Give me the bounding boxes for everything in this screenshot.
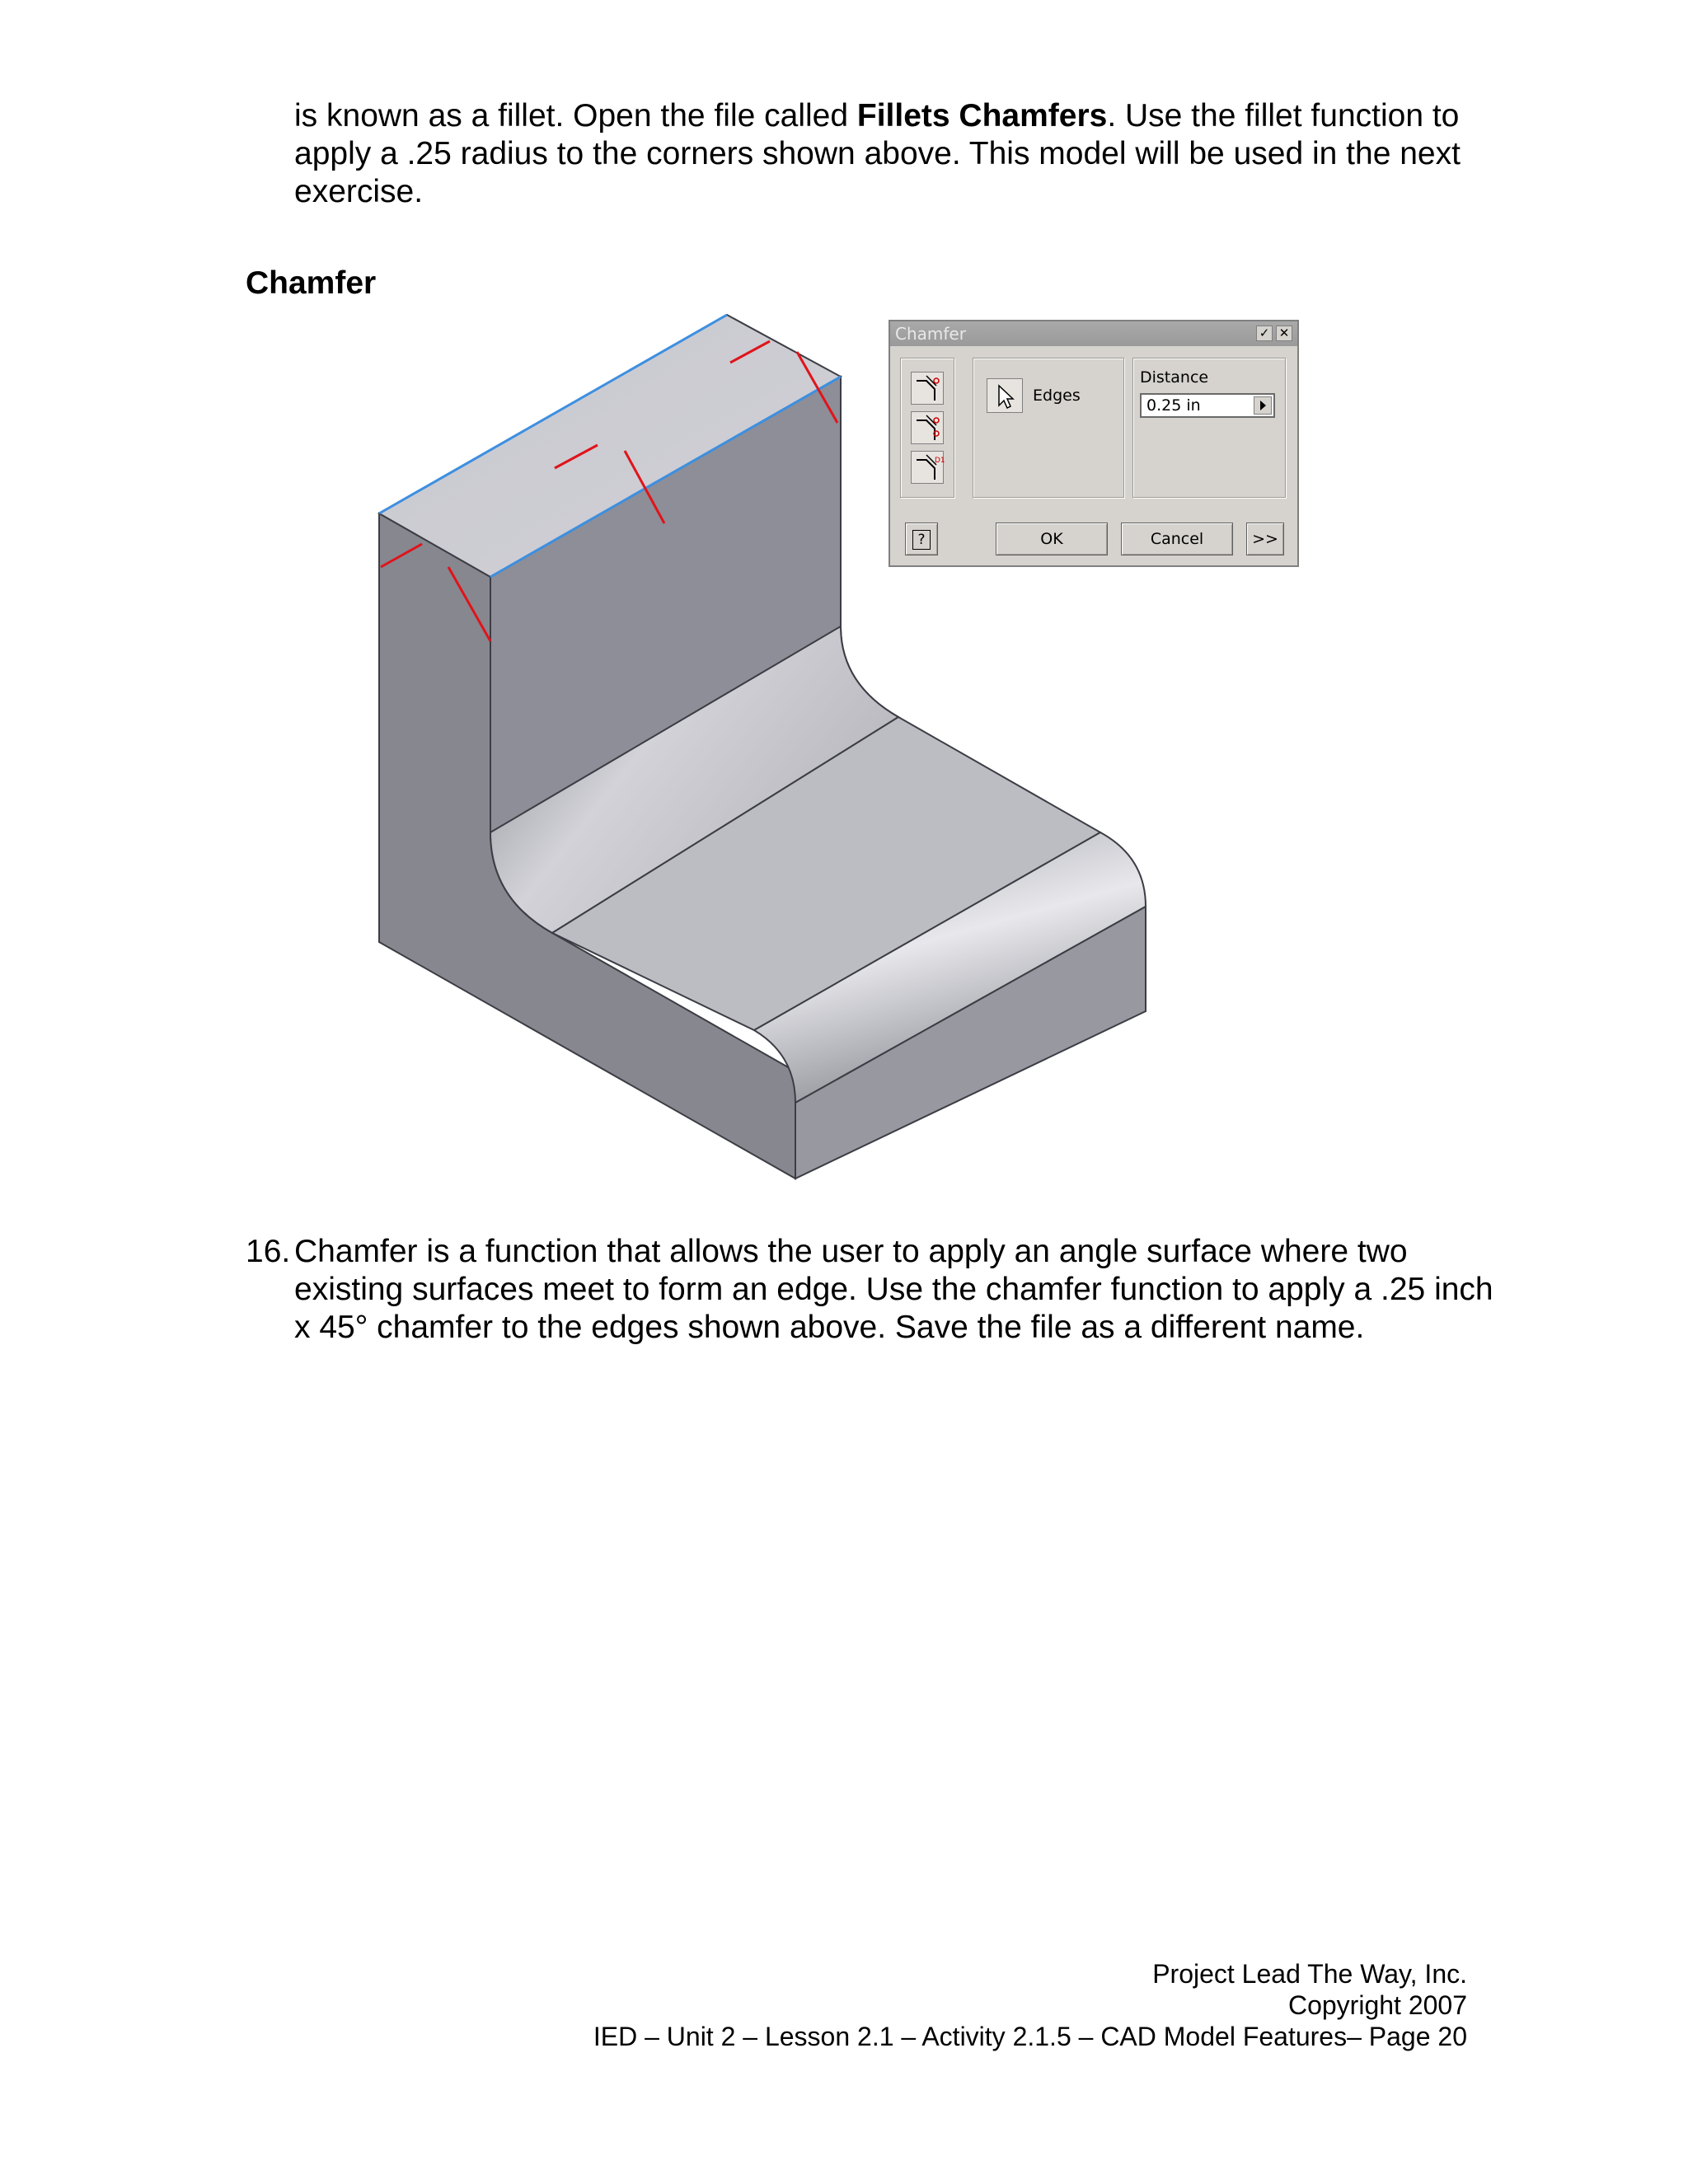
svg-text:D1: D1: [935, 457, 945, 465]
chamfer-distance-angle-mode-button[interactable]: [911, 411, 944, 444]
section-heading: Chamfer: [246, 265, 377, 301]
distance-group: [1132, 358, 1286, 498]
intro-paragraph: [294, 97, 1514, 211]
distance-value: 0.25 in: [1146, 396, 1201, 415]
step-16: [246, 1233, 1515, 1347]
chamfer-dialog: [889, 320, 1299, 567]
dialog-titlebar: [890, 321, 1297, 346]
footer-copyright: Copyright 2007: [1287, 1990, 1467, 2020]
ok-button[interactable]: OK: [996, 523, 1108, 555]
chamfer-angle-icon: [912, 412, 943, 443]
footer-page-info: IED – Unit 2 – Lesson 2.1 – Activity 2.1.5 – CAD Model Features– Page 20: [593, 2022, 1467, 2051]
dialog-title: Chamfer: [895, 324, 966, 344]
help-icon: ?: [912, 530, 931, 550]
intro-text-pre: is known as a fillet. Open the file called: [294, 98, 857, 134]
chamfer-two-distance-icon: [912, 452, 943, 483]
cancel-button[interactable]: Cancel: [1121, 523, 1233, 555]
cursor-arrow-icon: [987, 379, 1022, 412]
distance-input[interactable]: [1140, 393, 1275, 418]
edges-select-button[interactable]: [987, 378, 1023, 413]
mode-group: [900, 358, 954, 498]
distance-flyout-button[interactable]: [1254, 396, 1272, 415]
chamfer-two-distance-mode-button[interactable]: [911, 451, 944, 484]
intro-text-post: . Use the fillet function to apply a .25 radius to the corners shown above. This model will be used in the next exercise.: [294, 98, 1461, 209]
footer-organization: Project Lead The Way, Inc.: [1152, 1959, 1467, 1989]
step-text: Chamfer is a function that allows the user to apply an angle surface where two existing surfaces meet to form an edge. Use the chamfer function to apply a .25 inch x 45° chamfer to the edges shown above. Save the file as a different name.: [294, 1234, 1493, 1345]
chamfer-distance-mode-button[interactable]: [911, 372, 944, 405]
step-number: 16.: [246, 1234, 291, 1269]
file-name: Fillets Chamfers: [856, 98, 1108, 134]
edges-group: [973, 358, 1124, 498]
pin-icon[interactable]: ✓: [1256, 326, 1273, 341]
distance-label: Distance: [1140, 368, 1209, 387]
edges-label: Edges: [1033, 387, 1081, 405]
close-icon[interactable]: ✕: [1276, 326, 1292, 341]
more-button[interactable]: >>: [1246, 523, 1284, 555]
help-button[interactable]: [905, 523, 938, 555]
chamfer-distance-icon: [912, 373, 943, 404]
triangle-right-icon: [1254, 397, 1271, 414]
